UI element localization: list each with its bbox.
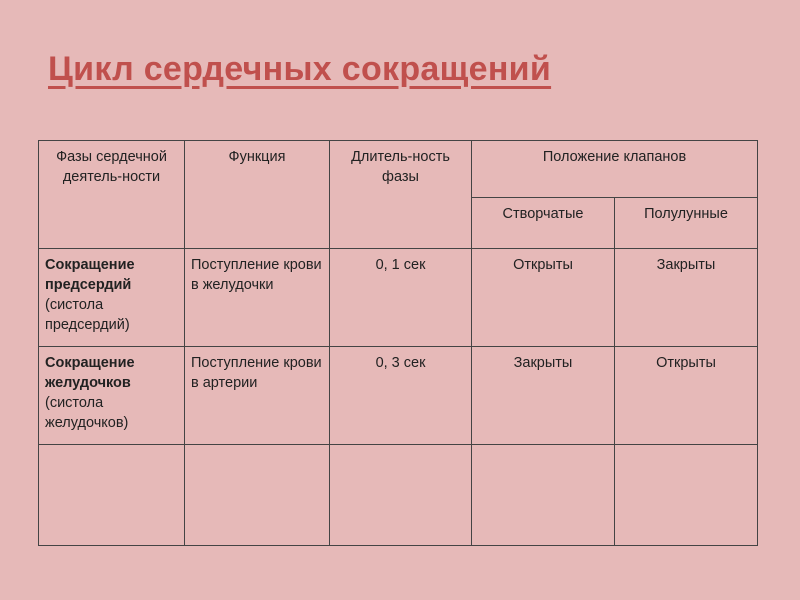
empty-cell [330, 445, 472, 546]
phase-name: Сокращение желудочков [45, 355, 135, 391]
header-valves: Положение клапанов [472, 141, 758, 198]
duration-cell: 0, 1 сек [330, 249, 472, 347]
empty-row [39, 445, 758, 546]
phase-name: Сокращение предсердий [45, 257, 135, 293]
phase-note: (систола желудочков) [45, 395, 129, 431]
empty-cell [39, 445, 185, 546]
duration-cell: 0, 3 сек [330, 347, 472, 445]
empty-cell [185, 445, 330, 546]
header-function: Функция [185, 141, 330, 249]
function-cell: Поступление крови в желудочки [185, 249, 330, 347]
phase-cell [39, 347, 185, 445]
header-leaflet-valves: Створчатые [472, 198, 615, 249]
header-semilunar-valves: Полулунные [615, 198, 758, 249]
semilunar-cell: Закрыты [615, 249, 758, 347]
page-title: Цикл сердечных сокращений [48, 50, 552, 88]
leaflet-cell: Открыты [472, 249, 615, 347]
header-row [39, 141, 758, 198]
phase-note: (систола предсердий) [45, 297, 130, 333]
phase-cell [39, 249, 185, 347]
leaflet-cell: Закрыты [472, 347, 615, 445]
header-phase: Фазы сердечной деятель-ности [39, 141, 185, 249]
header-duration: Длитель-ность фазы [330, 141, 472, 249]
heart-cycle-table [38, 140, 758, 546]
empty-cell [472, 445, 615, 546]
semilunar-cell: Открыты [615, 347, 758, 445]
function-cell: Поступление крови в артерии [185, 347, 330, 445]
empty-cell [615, 445, 758, 546]
table-row [39, 249, 758, 347]
table-row [39, 347, 758, 445]
